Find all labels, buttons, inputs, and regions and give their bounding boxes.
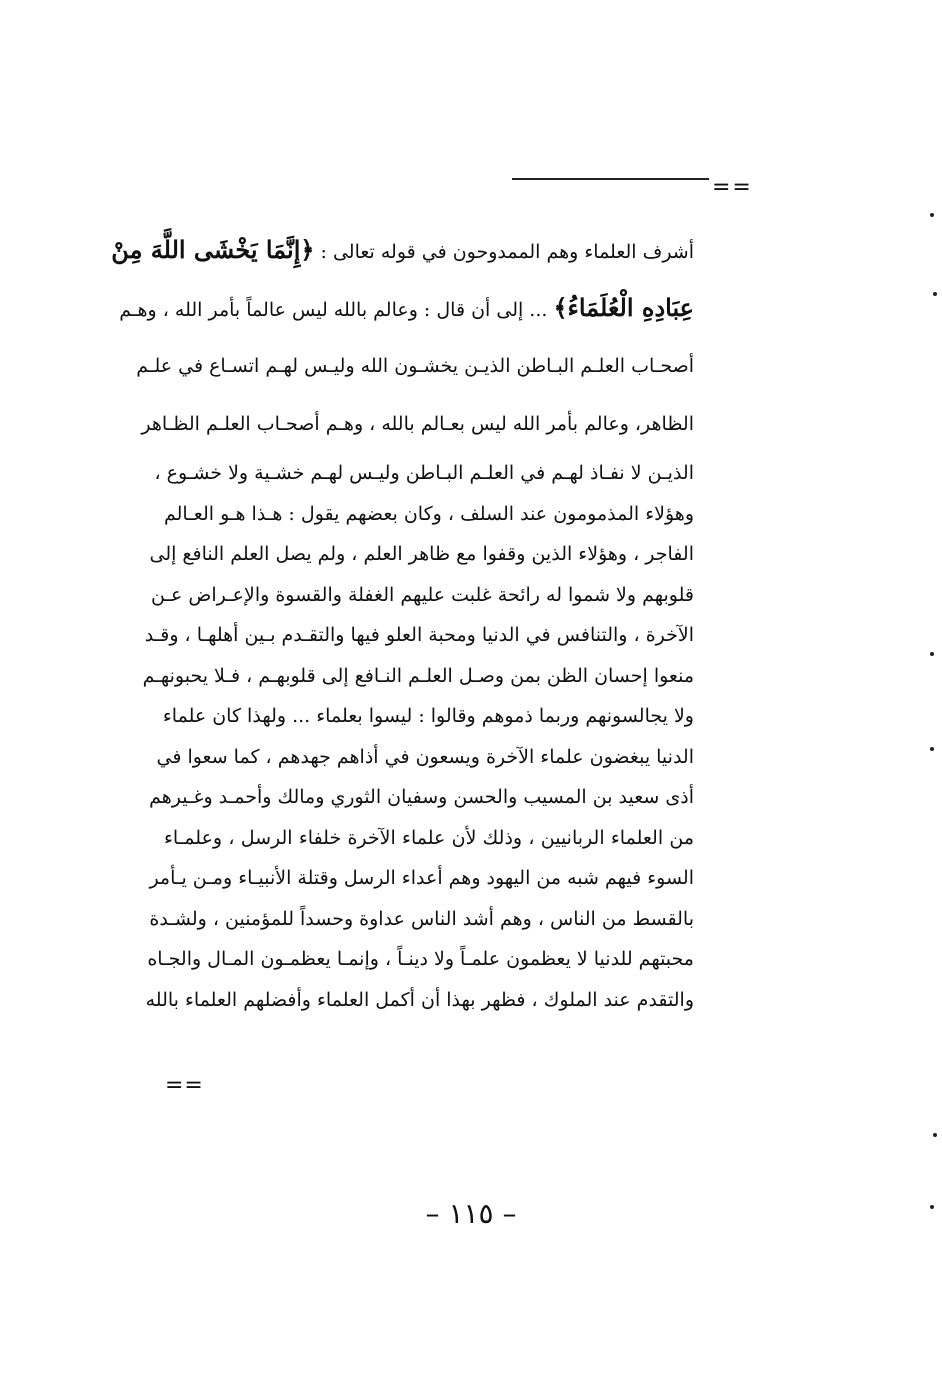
scan-speck — [930, 652, 934, 656]
text-line-6: وهؤلاء المذمومون عند السلف ، وكان بعضهم يقول : هـذا هـو العـالم — [164, 502, 694, 525]
text-line-4: الظاهر، وعالم بأمر الله ليس بعـالم بالله ، وهـم أصحـاب العلـم الظـاهر — [141, 413, 694, 435]
scan-speck — [930, 1205, 934, 1209]
text-line-1-prose: أشرف العلماء وهم الممدوحون في قوله تعالى : — [314, 241, 694, 263]
footnote-text-block — [111, 221, 694, 1020]
continuation-marker-bottom: == — [165, 1073, 204, 1098]
text-line-9: الآخرة ، والتنافس في الدنيا ومحبة العلو فيها والتقـدم بـين أهلهـا ، وقـد — [144, 624, 694, 646]
text-line-10: منعوا إحسان الظن بمن وصـل العلـم النـافع إلى قلوبهـم ، فـلا يحبونهـم — [142, 664, 694, 687]
text-line-5: الذيـن لا نفـاذ لهـم في العلـم البـاطن وليـس لهـم خشـية ولا خشـوع ، — [154, 462, 694, 484]
text-line-11: ولا يجالسونهم وربما ذموهم وقالوا : ليسوا بعلماء ... ولهذا كان علماء — [162, 705, 694, 727]
text-line-8: قلوبهم ولا شموا له رائحة غلبت عليهم الغفلة والقسوة والإعـراض عـن — [150, 583, 694, 606]
text-line-3: أصحـاب العلـم البـاطن الذيـن يخشـون الله وليـس لهـم اتسـاع في علـم — [136, 355, 694, 377]
text-line-1 — [111, 221, 694, 279]
continuation-marker-top: == — [712, 175, 753, 200]
quran-verse-part-1: ﴿إِنَّمَا يَخْشَى اللَّهَ مِنْ — [111, 235, 315, 264]
text-line-17: محبتهم للدنيا لا يعظمون علمـاً ولا دينـاً ، وإنمـا يعظمـون المـال والجـاه — [147, 948, 694, 970]
page-number: – ١١٥ – — [425, 1197, 517, 1230]
text-line-2-prose: ... إلى أن قال : وعالم بالله ليس عالماً بأمر الله ، وهـم — [119, 299, 554, 321]
text-line-18: والتقدم عند الملوك ، فظهر بهذا أن أكمل العلماء وأفضلهم العلماء بالله — [145, 988, 694, 1011]
footnote-separator-rule — [512, 178, 709, 180]
text-line-16: بالقسط من الناس ، وهم أشد الناس عداوة وحسداً للمؤمنين ، ولشـدة — [149, 907, 694, 930]
text-line-14: من العلماء الربانيين ، وذلك لأن علماء الآخرة خلفاء الرسل ، وعلمـاء — [164, 826, 694, 849]
text-line-2 — [119, 279, 694, 337]
scan-speck — [933, 1133, 937, 1137]
scan-speck — [930, 747, 934, 751]
scan-speck — [933, 292, 937, 296]
scan-speck — [930, 213, 934, 217]
text-line-12: الدنيا يبغضون علماء الآخرة ويسعون في أذاهم جهدهم ، كما سعوا في — [156, 745, 694, 768]
text-line-15: السوء فيهم شبه من اليهود وهم أعداء الرسل وقتلة الأنبيـاء ومـن يـأمر — [149, 867, 694, 889]
text-line-7: الفاجر ، وهؤلاء الذين وقفوا مع ظاهر العلم ، ولم يصل العلم النافع إلى — [149, 543, 694, 565]
quran-verse-part-2: عِبَادِهِ الْعُلَمَاءُ﴾ — [553, 293, 694, 322]
text-line-13: أذى سعيد بن المسيب والحسن وسفيان الثوري ومالك وأحمـد وغـيرهم — [149, 786, 694, 808]
